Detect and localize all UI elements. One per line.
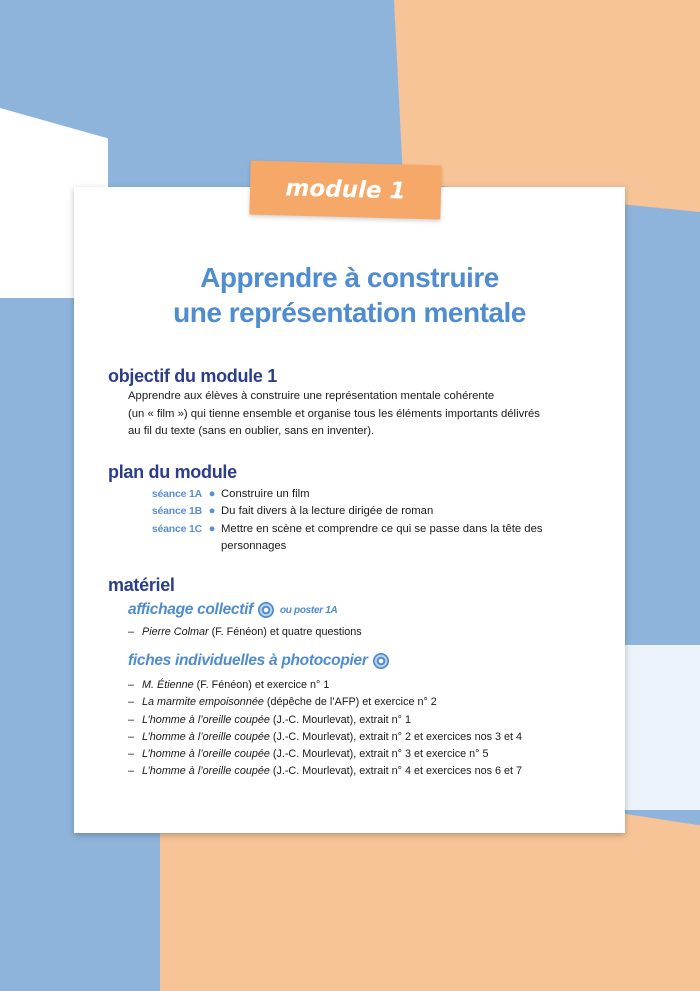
- plan-heading: plan du module: [108, 462, 237, 482]
- objectif-line-1: Apprendre aux élèves à construire une représentation mentale cohérente: [128, 390, 495, 402]
- list-item-title: Pierre Colmar: [142, 626, 209, 638]
- fiches-heading-text: fiches individuelles à photocopier: [128, 652, 368, 669]
- bullet-icon: ●: [208, 505, 216, 517]
- bullet-icon: ●: [208, 523, 216, 535]
- bullet-icon: ●: [208, 488, 216, 500]
- list-item: [128, 763, 522, 780]
- list-item-rest: (F. Fénéon) et exercice n° 1: [193, 679, 330, 691]
- list-item-rest: (J.-C. Mourlevat), extrait n° 1: [269, 713, 411, 726]
- objectif-line-2: (un « film ») qui tienne ensemble et organise tous les éléments importants délivrés: [128, 407, 540, 420]
- plan-item-1b: [126, 503, 551, 520]
- list-item-rest: (J.-C. Mourlevat), extrait n° 3 et exercice n° 5: [269, 748, 489, 761]
- plan-item-text: Mettre en scène et comprendre ce qui se passe dans la tête des personnages: [221, 523, 543, 552]
- objectif-text: [128, 388, 568, 441]
- list-item-title: L’homme à l’oreille coupée: [142, 713, 270, 726]
- list-item-rest: (F. Fénéon) et quatre questions: [208, 626, 362, 638]
- plan-item-text: Construire un film: [221, 488, 310, 500]
- list-item: [128, 694, 522, 711]
- list-item: [128, 729, 522, 746]
- title-line-2: une représentation mentale: [173, 297, 526, 328]
- list-item: [128, 677, 522, 694]
- cd-icon: [373, 653, 389, 669]
- affichage-heading: [128, 601, 337, 619]
- objectif-line-3: au fil du texte (sans en oublier, sans en inventer).: [128, 425, 375, 437]
- objectif-heading: objectif du module 1: [108, 366, 278, 386]
- fiches-heading: [128, 652, 389, 670]
- fiches-list: [128, 677, 522, 781]
- list-item: [128, 624, 362, 641]
- plan-item-1a: [126, 486, 551, 503]
- plan-item-label: séance 1B: [151, 505, 202, 517]
- plan-item-label: séance 1C: [151, 523, 202, 535]
- list-item: [128, 746, 522, 763]
- cd-icon: [258, 602, 274, 618]
- list-item-title: L’homme à l’oreille coupée: [142, 748, 270, 761]
- list-item: [128, 712, 522, 729]
- page-title: [74, 260, 625, 330]
- affichage-note: ou poster 1A: [279, 604, 338, 616]
- plan-item-text: Du fait divers à la lecture dirigée de roman: [221, 505, 434, 517]
- list-item-rest: (dépêche de l’AFP) et exercice n° 2: [263, 696, 437, 709]
- list-item-title: La marmite empoisonnée: [142, 696, 264, 709]
- materiel-heading: matériel: [108, 575, 175, 595]
- affichage-list: [128, 624, 362, 641]
- background-blue-shape-bottom: [0, 820, 160, 991]
- list-item-title: L’homme à l’oreille coupée: [142, 765, 270, 778]
- affichage-heading-text: affichage collectif: [128, 601, 253, 618]
- plan-item-label: séance 1A: [151, 488, 202, 500]
- title-line-1: Apprendre à construire: [200, 262, 499, 293]
- plan-item-1c: [126, 521, 551, 555]
- list-item-title: M. Étienne: [142, 679, 194, 691]
- list-item-rest: (J.-C. Mourlevat), extrait n° 4 et exercices nos 6 et 7: [269, 765, 522, 778]
- list-item-title: L’homme à l’oreille coupée: [142, 730, 270, 743]
- module-tab: module 1: [249, 161, 441, 220]
- list-item-rest: (J.-C. Mourlevat), extrait n° 2 et exercices nos 3 et 4: [269, 730, 522, 743]
